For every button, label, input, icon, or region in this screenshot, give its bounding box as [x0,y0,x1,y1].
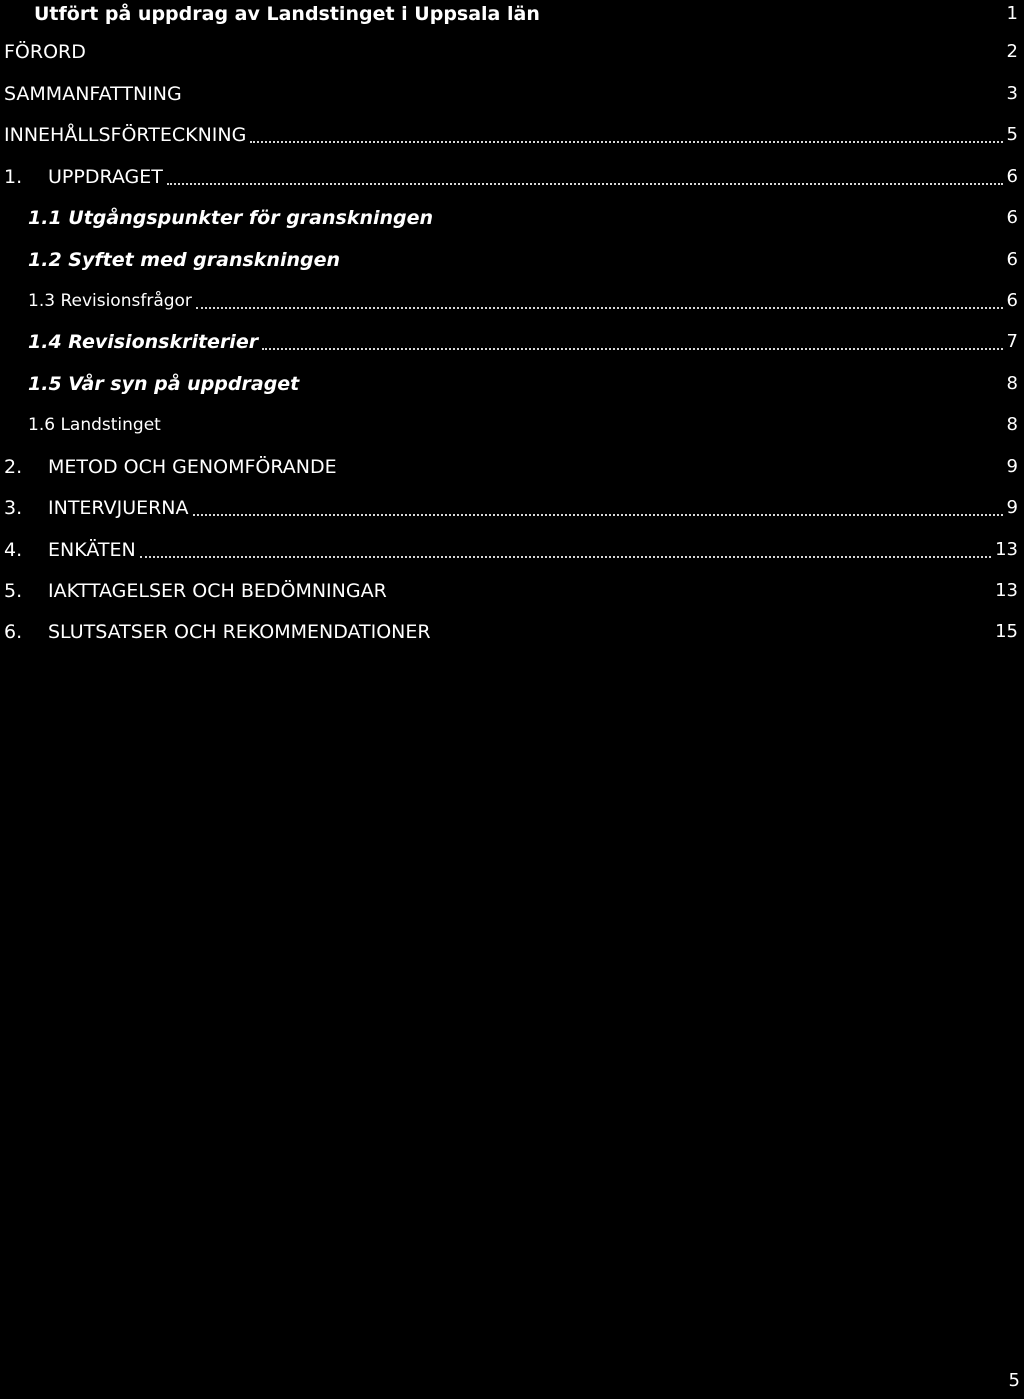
toc-entry-title: FÖRORD [4,40,86,63]
toc-entry-forord [0,32,1024,72]
toc-entry-number: 4. [4,538,23,561]
toc-entry-metod [0,447,1024,487]
toc-entry-iakttagelser [0,571,1024,611]
toc-entry-page: 2 [1006,41,1018,62]
toc-entry-title: 1.2 Syftet med granskningen [28,248,341,271]
toc-entry-page: 3 [1006,83,1018,104]
toc-entry-title: METOD OCH GENOMFÖRANDE [48,455,337,478]
toc-entry-page: 8 [1006,414,1018,435]
toc-entry-title: INNEHÅLLSFÖRTECKNING [4,123,247,146]
toc-entry-number: 6. [4,620,23,643]
toc-entry-page: 5 [1006,124,1018,145]
toc-entry-1-5 [0,364,1024,404]
toc-entry-page: 9 [1006,456,1018,477]
toc-entry-number: 2. [4,455,23,478]
toc-entry-1-1 [0,198,1024,238]
toc-entry-title: 1.4 Revisionskriterier [28,330,259,353]
toc-entry-page: 7 [1006,331,1018,352]
toc-entry-title: Utfört på uppdrag av Landstinget i Uppsala län [34,2,540,25]
toc-entry-page: 1 [1006,3,1018,24]
toc-entry-page: 15 [995,621,1018,642]
dot-leader [140,554,991,558]
toc-entry-page: 6 [1006,207,1018,228]
dot-leader [196,305,1003,309]
toc-entry-number: 1. [4,165,23,188]
toc-entry-title: SLUTSATSER OCH REKOMMENDATIONER [48,620,431,643]
toc-entry-number: 5. [4,579,23,602]
dot-leader [167,181,1003,185]
toc-entry-enkaten [0,530,1024,570]
toc-entry-1-3 [0,281,1024,321]
toc-entry-number: 3. [4,496,23,519]
toc-entry-title: 1.5 Vår syn på uppdraget [28,372,300,395]
toc-entry-title: UPPDRAGET [48,165,163,188]
toc-entry-utfort [0,0,1024,34]
toc-entry-page: 6 [1006,249,1018,270]
dot-leader [193,512,1003,516]
toc-entry-sammanfattning [0,74,1024,114]
toc-entry-intervjuerna [0,488,1024,528]
toc-entry-page: 8 [1006,373,1018,394]
toc-entry-uppdraget [0,157,1024,197]
dot-leader [262,346,1002,350]
toc-entry-page: 13 [995,539,1018,560]
page-number: 5 [1008,1370,1020,1391]
toc-entry-page: 6 [1006,166,1018,187]
toc-entry-title: IAKTTAGELSER OCH BEDÖMNINGAR [48,579,387,602]
toc-entry-title: 1.6 Landstinget [28,414,161,435]
toc-entry-slutsatser [0,612,1024,652]
toc-entry-innehallsforteckning [0,115,1024,155]
toc-entry-1-4 [0,322,1024,362]
toc-entry-page: 6 [1006,290,1018,311]
toc-entry-1-6 [0,405,1024,445]
toc-entry-page: 9 [1006,497,1018,518]
toc-entry-title: 1.3 Revisionsfrågor [28,290,192,311]
toc-entry-page: 13 [995,580,1018,601]
toc-entry-title: ENKÄTEN [48,538,136,561]
toc-entry-title: SAMMANFATTNING [4,82,182,105]
toc-entry-title: INTERVJUERNA [48,496,189,519]
dot-leader [250,139,1002,143]
toc-entry-title: 1.1 Utgångspunkter för granskningen [28,206,434,229]
toc-entry-1-2 [0,240,1024,280]
